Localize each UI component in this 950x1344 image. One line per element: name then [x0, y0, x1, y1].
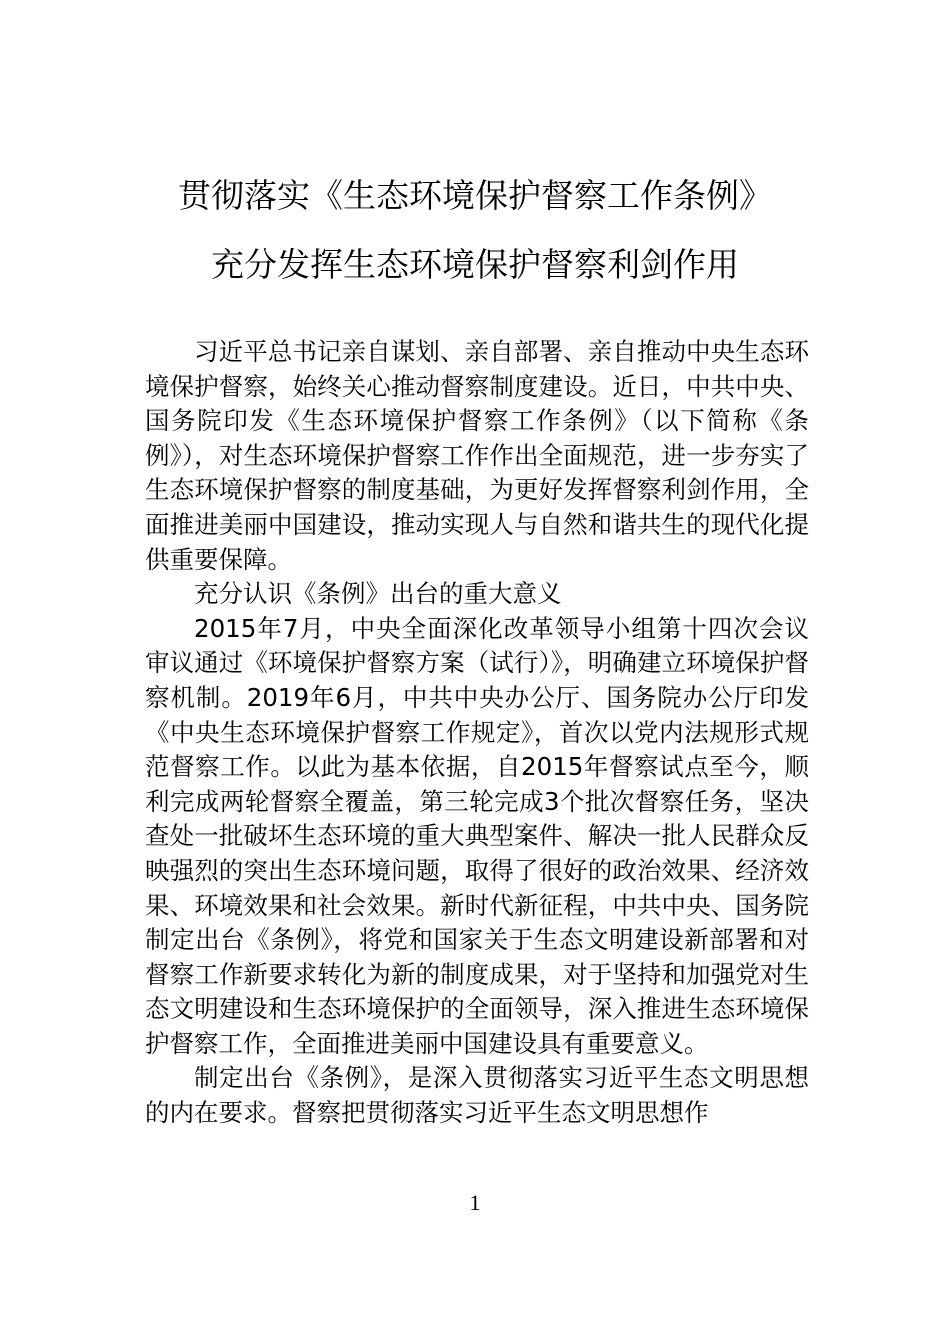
- document-body: [145, 335, 809, 1131]
- document-title-line-1: 贯彻落实《生态环境保护督察工作条例》: [178, 176, 772, 215]
- paragraph-significance: 制定出台《条例》，是深入贯彻落实习近平生态文明思想的内在要求。督察把贯彻落实习近平生态文明思想作: [145, 1063, 809, 1128]
- paragraph-intro: 习近平总书记亲自谋划、亲自部署、亲自推动中央生态环境保护督察，始终关心推动督察制度建设。近日，中共中央、国务院印发《生态环境保护督察工作条例》（以下简称《条例》），对生态环境保护督察工作作出全面规范，进一步夯实了生态环境保护督察的制度基础，为更好发挥督察利剑作用，全面推进美丽中国建设，推动实现人与自然和谐共生的现代化提供重要保障。: [145, 337, 809, 574]
- paragraph-history: 2015年7月，中央全面深化改革领导小组第十四次会议审议通过《环境保护督察方案（试行）》，明确建立环境保护督察机制。2019年6月，中共中央办公厅、国务院办公厅印发《中央生态环境保护督察工作规定》，首次以党内法规形式规范督察工作。以此为基本依据，自2015年督察试点至今，顺利完成两轮督察全覆盖，第三轮完成3个批次督察任务，坚决查处一批破坏生态环境的重大典型案件、解决一批人民群众反映强烈的突出生态环境问题，取得了很好的政治效果、经济效果、环境效果和社会效果。新时代新征程，中共中央、国务院制定出台《条例》，将党和国家关于生态文明建设新部署和对督察工作新要求转化为新的制度成果，对于坚持和加强党对生态文明建设和生态环境保护的全面领导，深入推进生态环境保护督察工作，全面推进美丽中国建设具有重要意义。: [145, 613, 809, 1058]
- section-heading: 充分认识《条例》出台的重大意义: [194, 579, 562, 609]
- document-title-line-2: 充分发挥生态环境保护督察利剑作用: [211, 245, 739, 284]
- page-number: 1: [469, 1190, 481, 1215]
